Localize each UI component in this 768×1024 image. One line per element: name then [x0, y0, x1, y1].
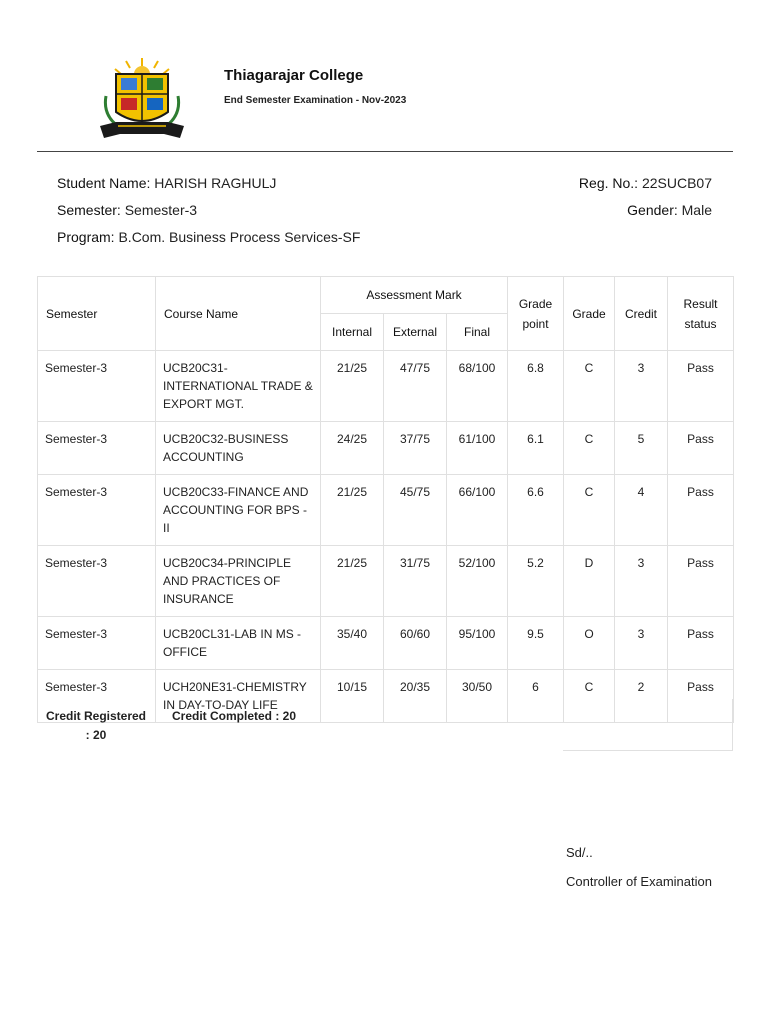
- reg-no-value: 22SUCB07: [641, 175, 712, 191]
- student-name-value: HARISH RAGHULJ: [154, 175, 277, 191]
- cell-grade: C: [564, 670, 615, 723]
- program-line: [57, 229, 360, 245]
- cell-result: Pass: [668, 351, 734, 422]
- cell-external: 37/75: [384, 422, 447, 475]
- header-grade-point: Grade point: [508, 277, 564, 351]
- table-row: [38, 351, 734, 422]
- cell-semester: Semester-3: [38, 617, 156, 670]
- cell-grade-point: 9.5: [508, 617, 564, 670]
- header-final: Final: [447, 314, 508, 351]
- marks-table: [37, 276, 734, 723]
- gender-label: Gender:: [627, 202, 678, 218]
- header-result-status: Result status: [668, 277, 734, 351]
- student-name-line: [57, 175, 276, 191]
- cell-final: 68/100: [447, 351, 508, 422]
- cell-result: Pass: [668, 475, 734, 546]
- cell-credit: 3: [615, 617, 668, 670]
- header-credit: Credit: [615, 277, 668, 351]
- credit-completed: Credit Completed : 20: [172, 709, 297, 723]
- cell-semester: Semester-3: [38, 422, 156, 475]
- table-row: [38, 546, 734, 617]
- cell-grade: C: [564, 422, 615, 475]
- cell-semester: Semester-3: [38, 475, 156, 546]
- cell-final: 61/100: [447, 422, 508, 475]
- cell-internal: 24/25: [321, 422, 384, 475]
- cell-final: 66/100: [447, 475, 508, 546]
- cell-course-name: UCB20C34-PRINCIPLE AND PRACTICES OF INSURANCE: [156, 546, 321, 617]
- header-divider: [37, 151, 733, 152]
- cell-grade-point: 6: [508, 670, 564, 723]
- cell-course-name: UCB20C32-BUSINESS ACCOUNTING: [156, 422, 321, 475]
- cell-external: 60/60: [384, 617, 447, 670]
- cell-internal: 21/25: [321, 351, 384, 422]
- credit-registered: Credit Registered : 20: [45, 709, 147, 742]
- program-label: Program:: [57, 229, 115, 245]
- reg-no-line: [579, 175, 712, 191]
- college-logo: [96, 56, 188, 146]
- program-value: B.Com. Business Process Services-SF: [118, 229, 361, 245]
- semester-line: [57, 202, 197, 218]
- cell-grade-point: 6.8: [508, 351, 564, 422]
- header-external: External: [384, 314, 447, 351]
- table-row: [38, 475, 734, 546]
- table-row: [38, 422, 734, 475]
- cell-internal: 21/25: [321, 546, 384, 617]
- cell-credit: 2: [615, 670, 668, 723]
- cell-result: Pass: [668, 617, 734, 670]
- cell-result: Pass: [668, 422, 734, 475]
- cell-course-name: UCB20C31-INTERNATIONAL TRADE & EXPORT MGT.: [156, 351, 321, 422]
- cell-semester: Semester-3: [38, 670, 156, 723]
- header-assessment-mark: Assessment Mark: [321, 277, 508, 314]
- reg-no-label: Reg. No.:: [578, 175, 639, 191]
- cell-grade-point: 6.6: [508, 475, 564, 546]
- header-grade: Grade: [564, 277, 615, 351]
- gender-value: Male: [681, 202, 712, 218]
- cell-semester: Semester-3: [38, 351, 156, 422]
- cell-credit: 4: [615, 475, 668, 546]
- summary-box-border: [563, 699, 733, 751]
- cell-final: 95/100: [447, 617, 508, 670]
- cell-final: 52/100: [447, 546, 508, 617]
- semester-value: Semester-3: [124, 202, 198, 218]
- cell-external: 47/75: [384, 351, 447, 422]
- signature-title: Controller of Examination: [566, 874, 712, 889]
- college-name: Thiagarajar College: [224, 67, 364, 84]
- table-row: [38, 617, 734, 670]
- cell-grade-point: 6.1: [508, 422, 564, 475]
- gender-line: [627, 202, 712, 218]
- header-internal: Internal: [321, 314, 384, 351]
- cell-grade: D: [564, 546, 615, 617]
- student-name-label: Student Name:: [57, 175, 151, 191]
- cell-internal: 10/15: [321, 670, 384, 723]
- cell-result: Pass: [668, 546, 734, 617]
- cell-external: 45/75: [384, 475, 447, 546]
- cell-credit: 3: [615, 351, 668, 422]
- cell-grade-point: 5.2: [508, 546, 564, 617]
- semester-label: Semester:: [57, 202, 121, 218]
- header-semester: Semester: [38, 277, 156, 351]
- cell-final: 30/50: [447, 670, 508, 723]
- cell-external: 31/75: [384, 546, 447, 617]
- cell-course-name: UCH20NE31-CHEMISTRY IN DAY-TO-DAY LIFE: [156, 670, 321, 723]
- signature-sd: Sd/..: [566, 845, 593, 860]
- cell-grade: C: [564, 475, 615, 546]
- cell-credit: 5: [615, 422, 668, 475]
- cell-result: Pass: [668, 670, 734, 723]
- cell-grade: O: [564, 617, 615, 670]
- cell-course-name: UCB20CL31-LAB IN MS - OFFICE: [156, 617, 321, 670]
- cell-semester: Semester-3: [38, 546, 156, 617]
- cell-course-name: UCB20C33-FINANCE AND ACCOUNTING FOR BPS - II: [156, 475, 321, 546]
- exam-title: End Semester Examination - Nov-2023: [224, 95, 407, 106]
- cell-internal: 21/25: [321, 475, 384, 546]
- cell-grade: C: [564, 351, 615, 422]
- cell-internal: 35/40: [321, 617, 384, 670]
- cell-credit: 3: [615, 546, 668, 617]
- header-course-name: Course Name: [156, 277, 321, 351]
- cell-external: 20/35: [384, 670, 447, 723]
